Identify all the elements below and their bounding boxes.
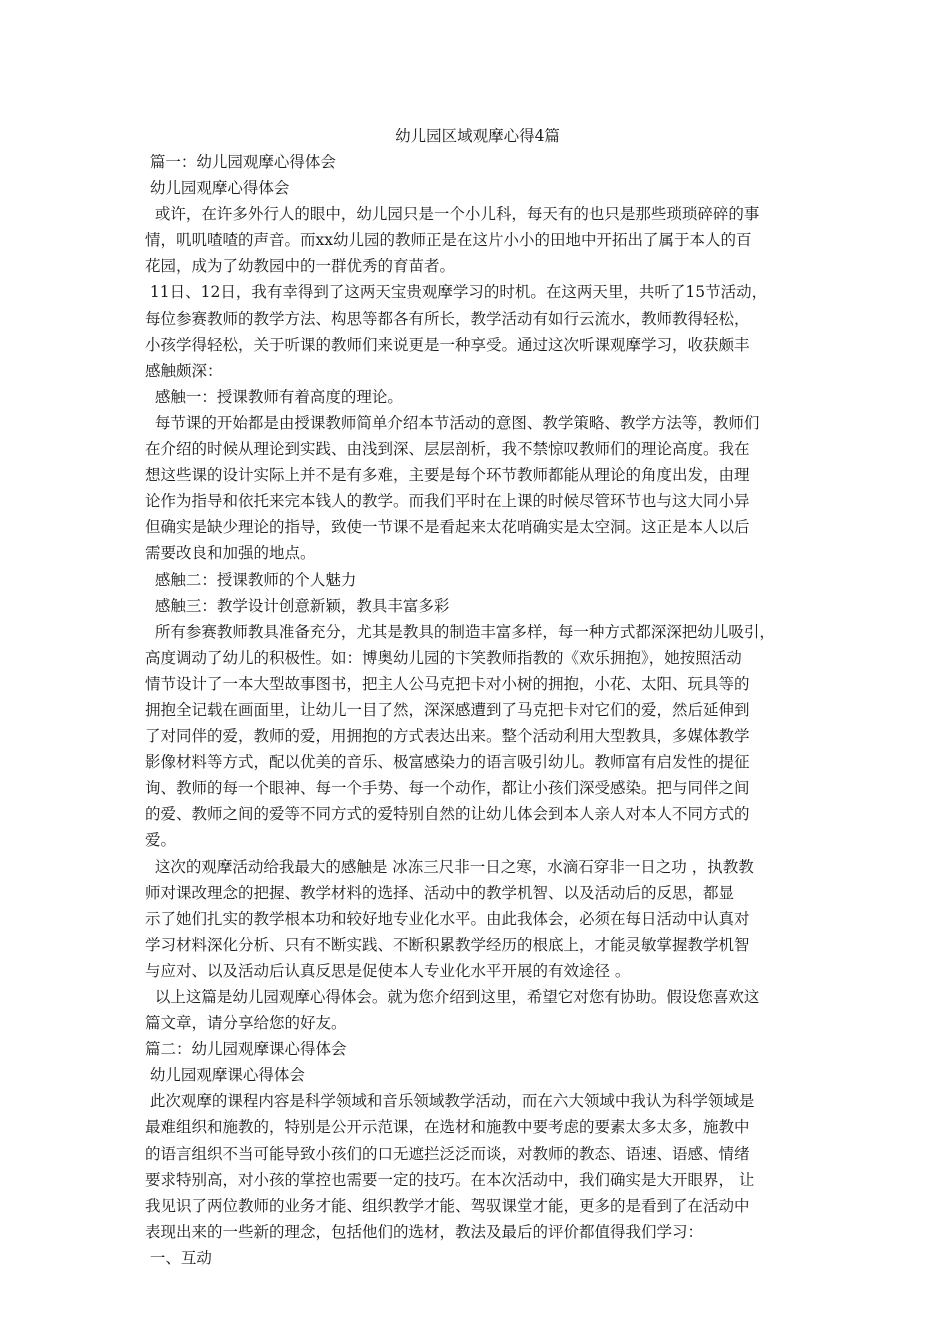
paragraph-line: 篇文章，请分享给您的好友。 (145, 1014, 347, 1033)
paragraph-line: 一、互动 (145, 1248, 212, 1267)
document-body (145, 149, 810, 1271)
paragraph-line: 但确实是缺少理论的指导，致使一节课不是看起来太花哨确实是太空洞。这正是本人以后 (145, 518, 750, 537)
paragraph-line: 以上这篇是幼儿园观摩心得体会。就为您介绍到这里，希望它对您有协助。假设您喜欢这 (145, 988, 760, 1006)
paragraph-line: 的爱、教师之间的爱等不同方式的爱特别自然的让幼儿体会到本人亲人对本人不同方式的 (145, 805, 750, 824)
paragraph-line: 幼儿园观摩心得体会 (145, 179, 290, 198)
paragraph-line: 篇二：幼儿园观摩课心得体会 (145, 1040, 347, 1059)
paragraph-line: 情，叽叽喳喳的声音。而xx幼儿园的教师正是在这片小小的田地中开拓出了属于本人的百 (145, 231, 752, 250)
paragraph-line: 花园，成为了幼教园中的一群优秀的育苗者。 (145, 257, 456, 276)
paragraph-line: 与应对、以及活动后认真反思是促使本人专业化水平开展的有效途径 。 (145, 961, 631, 980)
paragraph-line: 每位参赛教师的教学方法、构思等都各有所长，教学活动有如行云流水，教师教得轻松， (145, 309, 750, 328)
paragraph-line: 爱。 (145, 831, 177, 850)
paragraph-line: 每节课的开始都是由授课教师简单介绍本节活动的意图、教学策略、教学方法等，教师们 (145, 413, 760, 432)
paragraph-line: 要求特别高，对小孩的掌控也需要一定的技巧。在本次活动中，我们确实是大开眼界， 让 (145, 1170, 755, 1189)
paragraph-line: 表现出来的一些新的理念，包括他们的选材，教法及最后的评价都值得我们学习： (145, 1222, 704, 1241)
paragraph-line: 幼儿园观摩课心得体会 (145, 1066, 305, 1085)
paragraph-line: 感触二：授课教师的个人魅力 (145, 570, 357, 589)
paragraph-line: 师对课改理念的把握、教学材料的选择、活动中的教学机智、以及活动后的反思，都显 (145, 883, 735, 902)
paragraph-line: 最难组织和施教的，特别是公开示范课，在选材和施教中要考虑的要素太多太多，施教中 (145, 1118, 750, 1137)
paragraph-line: 感触颇深： (145, 361, 223, 380)
paragraph-line: 所有参赛教师教具准备充分，尤其是教具的制造丰富多样，每一种方式都深深把幼儿吸引， (145, 622, 775, 641)
paragraph-line: 学习材料深化分析、只有不断实践、不断积累教学经历的根底上，才能灵敏掌握教学机智 (145, 935, 750, 954)
paragraph-line: 情节设计了一本大型故事图书，把主人公马克把卡对小树的拥抱，小花、太阳、玩具等的 (145, 674, 750, 693)
document-page (145, 123, 810, 1271)
paragraph-line: 需要改良和加强的地点。 (145, 544, 316, 563)
document-title: 幼儿园区域观摩心得4篇 (395, 127, 560, 145)
paragraph-line: 感触三：教学设计创意新颖，教具丰富多彩 (145, 596, 450, 615)
paragraph-line: 我见识了两位教师的业务才能、组织教学才能、驾驭课堂才能，更多的是看到了在活动中 (145, 1196, 750, 1215)
paragraph-line: 这次的观摩活动给我最大的感触是 冰冻三尺非一日之寒，水滴石穿非一日之功 ，执教教 (145, 857, 754, 876)
paragraph-line: 篇一：幼儿园观摩心得体会 (145, 153, 336, 171)
paragraph-line: 在介绍的时候从理论到实践、由浅到深、层层剖析，我不禁惊叹教师们的理论高度。我在 (145, 440, 750, 459)
paragraph-line: 论作为指导和依托来完本钱人的教学。而我们平时在上课的时候尽管环节也与这大同小异 (145, 492, 750, 511)
paragraph-line: 或许，在许多外行人的眼中，幼儿园只是一个小儿科，每天有的也只是那些琐琐碎碎的事 (145, 205, 760, 224)
paragraph-line: 小孩学得轻松，关于听课的教师们来说更是一种享受。通过这次听课观摩学习，收获颇丰 (145, 335, 750, 354)
paragraph-line: 的语言组织不当可能导致小孩们的口无遮拦泛泛而谈，对教师的教态、语速、语感、情绪 (145, 1144, 750, 1163)
paragraph-line: 高度调动了幼儿的积极性。如：博奥幼儿园的卞笑教师指教的《欢乐拥抱》，她按照活动 (145, 648, 742, 667)
paragraph-line: 询、教师的每一个眼神、每一个手势、每一个动作，都让小孩们深受感染。把与同伴之间 (145, 779, 750, 798)
paragraph-line: 想这些课的设计实际上并不是有多难，主要是每个环节教师都能从理论的角度出发，由理 (145, 466, 750, 485)
paragraph-line: 了对同伴的爱，教师的爱，用拥抱的方式表达出来。整个活动利用大型教具，多媒体教学 (145, 727, 750, 746)
paragraph-line: 影像材料等方式，配以优美的音乐、极富感染力的语言吸引幼儿。教师富有启发性的提征 (145, 753, 750, 772)
paragraph-line: 示了她们扎实的教学根本功和较好地专业化水平。由此我体会，必须在每日活动中认真对 (145, 909, 750, 928)
paragraph-line: 拥抱全记载在画面里，让幼儿一目了然，深深感遭到了马克把卡对它们的爱，然后延伸到 (145, 700, 750, 719)
paragraph-line: 11日、12日，我有幸得到了这两天宝贵观摩学习的时机。在这两天里，共听了15节活动， (145, 283, 768, 302)
paragraph-line: 此次观摩的课程内容是科学领域和音乐领域教学活动，而在六大领域中我认为科学领域是 (145, 1092, 755, 1111)
paragraph-line: 感触一：授课教师有着高度的理论。 (145, 387, 403, 406)
